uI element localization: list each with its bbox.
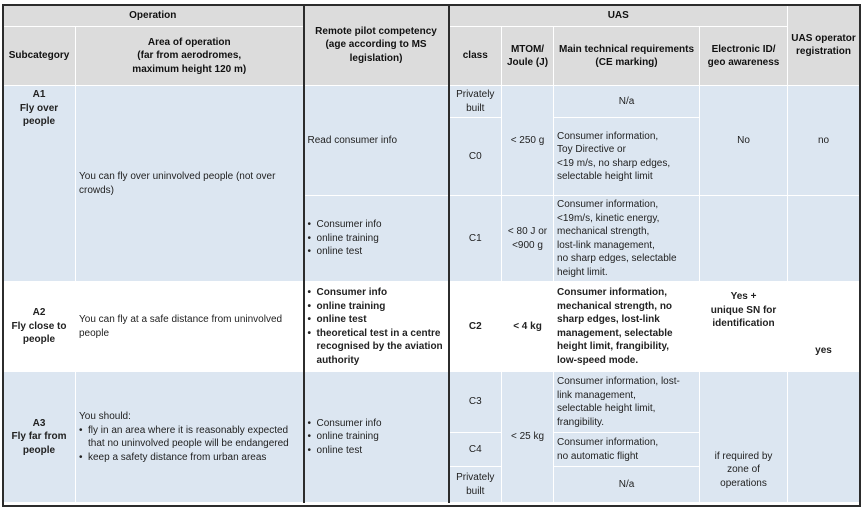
- a3-mtom: < 25 kg: [502, 372, 554, 503]
- electronic-id-header: Electronic ID/ geo awareness: [700, 27, 788, 86]
- a3-area-of-operation: [76, 372, 304, 503]
- pilot-item: • Consumer info: [308, 218, 445, 232]
- pilot-item: • online training: [308, 232, 445, 246]
- pilot-item: • Consumer info: [308, 417, 445, 431]
- uas-header: UAS: [449, 5, 788, 27]
- pilot-item: • online training: [308, 300, 445, 314]
- a3-subcategory: A3 Fly far from people: [3, 372, 76, 503]
- a1-electronic-id: No: [700, 86, 788, 196]
- area-of-operation-header: Area of operation (far from aerodromes, maximum height 120 m): [76, 27, 304, 86]
- pilot-item: • Consumer info: [308, 286, 445, 300]
- a1-class-c1: C1: [449, 196, 502, 282]
- a1-subcategory: A1 Fly over people: [3, 86, 76, 282]
- class-header: class: [449, 27, 502, 86]
- a1-pilot-competency: Read consumer info: [304, 86, 449, 196]
- remote-pilot-header: Remote pilot competency (age according to MS legislation): [304, 5, 449, 86]
- a2-area-of-operation: You can fly at a safe distance from uninvolved people: [76, 282, 304, 372]
- requirements-header: Main technical requirements (CE marking): [554, 27, 700, 86]
- a1-area-of-operation: You can fly over uninvolved people (not over crowds): [76, 86, 304, 282]
- a2-subcategory: A2 Fly close to people: [3, 282, 76, 372]
- area-item: • keep a safety distance from urban areas: [79, 451, 300, 465]
- pilot-item: • online test: [308, 245, 445, 259]
- a2-req-c2: Consumer information, mechanical strength, no sharp edges, lost-link management, selectable height limit, frangibility, low-speed mode.: [554, 282, 700, 372]
- area-item: • fly in an area where it is reasonably expected that no uninvolved people will be endangered: [79, 424, 300, 451]
- a3-pilot-competency: [304, 372, 449, 503]
- a2-registration: yes: [788, 282, 860, 372]
- a3-class-private: Privately built: [449, 467, 502, 503]
- uas-categories-table: [2, 4, 860, 503]
- a1-pilot-training: [304, 196, 449, 282]
- a3-electronic-id: if required by zone of operations: [700, 372, 788, 503]
- a2-mtom-c2: < 4 kg: [502, 282, 554, 372]
- a2-electronic-id: Yes + unique SN for identification: [700, 282, 788, 372]
- a3-area-intro: You should:: [79, 411, 131, 422]
- a1-class-c0: C0: [449, 118, 502, 196]
- registration-header: UAS operator registration: [788, 5, 860, 86]
- a1-req-c1: Consumer information, <19m/s, kinetic energy, mechanical strength, lost-link management, no sharp edges, selectable height limit.: [554, 196, 700, 282]
- pilot-item: • theoretical test in a centre recognised by the aviation authority: [308, 327, 445, 368]
- a3-registration-empty: [788, 372, 860, 503]
- a1-class-private: Privately built: [449, 86, 502, 118]
- a3-req-c3: Consumer information, lost- link management, selectable height limit, frangibility.: [554, 372, 700, 433]
- subcategory-header: Subcategory: [3, 27, 76, 86]
- pilot-item: • online test: [308, 313, 445, 327]
- a1-mtom-c1: < 80 J or <900 g: [502, 196, 554, 282]
- a2-pilot-competency: [304, 282, 449, 372]
- mtom-header: MTOM/ Joule (J): [502, 27, 554, 86]
- a1-registration: no: [788, 86, 860, 196]
- a1-registration-empty: [788, 196, 860, 282]
- pilot-item: • online training: [308, 430, 445, 444]
- a3-req-c4: Consumer information, no automatic flight: [554, 433, 700, 467]
- a1-mtom-c0: < 250 g: [502, 86, 554, 196]
- a1-req-private: N/a: [554, 86, 700, 118]
- a1-req-c0: Consumer information, Toy Directive or <19 m/s, no sharp edges, selectable height limit: [554, 118, 700, 196]
- a3-class-c3: C3: [449, 372, 502, 433]
- a1-electronic-id-empty: [700, 196, 788, 282]
- operation-header: Operation: [3, 5, 304, 27]
- a2-class-c2: C2: [449, 282, 502, 372]
- a3-req-private: N/a: [554, 467, 700, 503]
- a3-class-c4: C4: [449, 433, 502, 467]
- pilot-item: • online test: [308, 444, 445, 458]
